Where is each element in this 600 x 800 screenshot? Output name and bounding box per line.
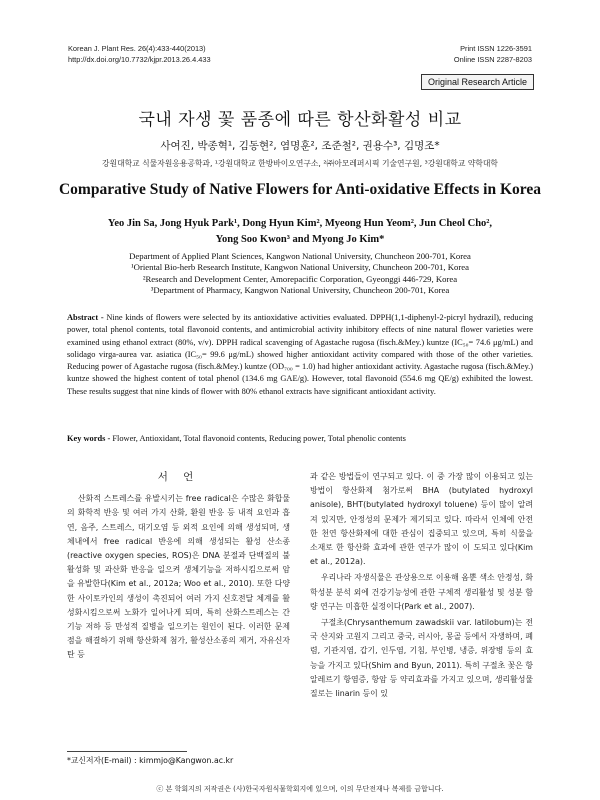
body-paragraph: 우리나라 자생식물은 관상용으로 이용해 옴뿐 색소 안정성, 화학성분 분석 외에 건강기능성에 관한 구체적 생리활성 및 성분 함량 연구는 미흡한 실정이다(Park et al., 2007). [310, 573, 533, 611]
affiliation-line: ¹Oriental Bio-herb Research Institute, Kangwon National University, Chuncheon 200-701, Korea [131, 262, 469, 273]
affiliations-korean: 강원대학교 식물자원응용공학과, ¹강원대학교 한방바이오연구소, ²㈜아모레퍼시픽 기술연구원, ³강원대학교 약학대학 [102, 159, 498, 168]
title-korean: 국내 자생 꽃 품종에 따른 항산화활성 비교 [138, 110, 462, 130]
keywords-label: Key words - [67, 434, 111, 443]
affiliation-line: Department of Applied Plant Sciences, Kangwon National University, Chuncheon 200-701, Korea [129, 251, 471, 261]
affiliation-line: ²Research and Development Center, Amorepacific Corporation, Gyeonggi 446-729, Korea [142, 273, 458, 284]
authors-english-line1: Yeo Jin Sa, Jong Hyuk Park¹, Dong Hyun Kim², Myeong Hun Yeom², Jun Cheol Cho², [107, 218, 493, 229]
keywords-text: Flower, Antioxidant, Total flavonoid contents, Reducing power, Total phenolic contents [112, 434, 406, 443]
copyright-footer: ⓒ 본 학회지의 저작권은 (사)한국자원식물학회지에 있으며, 이의 무단전재나 복제를 금합니다. [156, 785, 444, 793]
journal-citation: Korean J. Plant Res. 26(4):433-440(2013) [68, 44, 206, 53]
online-issn: Online ISSN 2287-8203 [453, 54, 532, 64]
article-type-badge: Original Research Article [421, 74, 534, 90]
title-english: Comparative Study of Native Flowers for Anti-oxidative Effects in Korea [58, 181, 541, 198]
section-heading-introduction: 서 언 [157, 471, 200, 483]
body-column-left [67, 470, 290, 663]
journal-header-left [68, 44, 211, 65]
corresponding-author-footnote: *교신저자(E-mail) : kimmjo@Kangwon.ac.kr [67, 756, 234, 765]
print-issn: Print ISSN 1226-3591 [460, 44, 532, 53]
abstract-text: Nine kinds of flowers were selected by its antioxidative activities evaluated. DPPH(1,1-diphenyl-2-picryl hydrazil), reducing power, total phenol contents, total flavonoid contents, and antimicrobial activity inhibitory effects of nine natural flower varieties were examined using ethanol extract (80%, v/v). DPPH radical scavenging of Agastache rugosa (fisch.&Mey.) kuntze (IC₅₀= 74.6 μg/mL) and solidago virga-aurea var. asiatica (IC₅₀= 99.6 μg/mL) showed higher antioxidant activity compared with those of the other varieties. Reducing power of Agastache rugosa (fisch.&Mey.) kuntze (OD₇₀₀ = 1.0) had higher antioxidant activity. Agastache rugosa (fisch.&Mey.) kuntze showed the highest content of total phenol (134.6 mg GAE/g). However, total flavonoid (554.6 mg QE/g) exhibited the lowest. These results suggest that nine kinds of flower with 80% ethanol extracts have significant antioxidant activity. [67, 313, 534, 396]
doi-link[interactable]: http://dx.doi.org/10.7732/kjpr.2013.26.4.433 [68, 54, 211, 64]
affiliations-english [60, 251, 540, 296]
body-paragraph: 과 같은 방법들이 연구되고 있다. 이 중 가장 많이 이용되고 있는 방법이 항산화제 첨가로써 BHA (butylated hydroxyl anisole), BHT(butylated hydroxyl toluene) 등이 많이 알려져 있지만, 안정성의 문제가 제기되고 있다. 따라서 인체에 안전한 천연 항산화제에 대한 관심이 집중되고 있으며, 특히 식물을 소재로 한 항산화 효과에 관한 연구가 많이 이 도되고 있다(Kim et al., 2012a). [310, 472, 533, 567]
footnote-divider [67, 751, 187, 752]
body-paragraph: 산화적 스트레스를 유발시키는 free radical은 수많은 화합물의 화학적 반응 및 여러 가지 산화, 환원 반응 등 내적 요인과 흡연, 음주, 스트레스, 대기오염 등 외적 요인에 의해 생성되며, 생체내에서 free radical 반응에 의해 생성되는 활성 산소종(reactive oxygen species, ROS)은 DNA 분절과 단백질의 불활성화 및 과산화 반응을 일으켜 생체기능을 저하시킴으로써 암을 유발한다(Kim et al., 2012a; Woo et al., 2010). 또한 다양한 사이토카인의 생성이 촉진되어 여러 가지 신호전달 체계를 활성화시킴으로써 노화가 일어나게 되며, 특히 산화스트레스는 간 기능 저하 등 만성적 질병을 일으키는 원인이 된다. 이러한 문제점을 해결하기 위해 항산화제 첨가, 활성산소종의 제거, 자유신자탄 등 [67, 494, 290, 660]
abstract-label: Abstract - [67, 313, 104, 322]
abstract [67, 312, 533, 398]
authors-english-line2: Yong Soo Kwon³ and Myong Jo Kim* [215, 234, 385, 245]
affiliation-line: ³Department of Pharmacy, Kangwon National University, Chuncheon 200-701, Korea [150, 284, 450, 295]
body-paragraph: 구절초(Chrysanthemum zawadskii var. latilobum)는 전국 산지와 고원지 그리고 중국, 러시아, 몽골 등에서 자생하며, 폐렴, 기관지염, 갑기, 인두염, 기침, 부인병, 냉증, 위장병 등의 효능을 가지고 있다(Shim and Byun, 2011). 특히 구절초 꽃은 항 알레르기 항염증, 항암 등 약리효과를 가지고 있으며, 생리활성물질로는 linarin 등이 있 [310, 618, 533, 699]
authors-english [60, 216, 540, 248]
authors-korean: 사여진, 박종혁¹, 김동현², 염명훈², 조준철², 권용수³, 김명조* [160, 140, 440, 152]
body-column-right [310, 470, 533, 701]
keywords [67, 433, 533, 445]
journal-header-right [454, 44, 532, 65]
